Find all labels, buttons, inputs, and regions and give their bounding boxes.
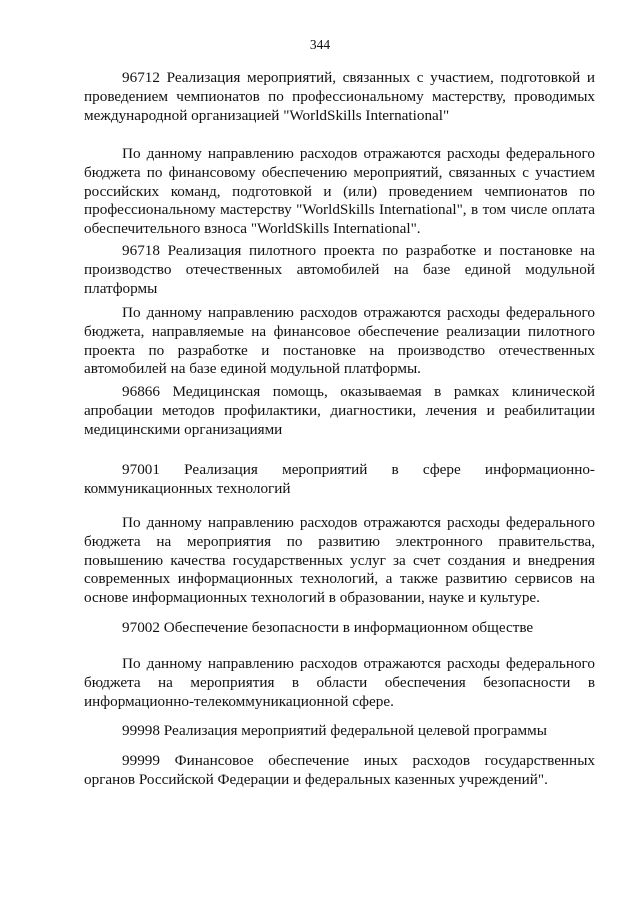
paragraph-96718-description: По данному направлению расходов отражаются расходы федерального бюджета, направляемые на финансовое обеспечение реализации пилотного проекта по разработке и постановке на производство отечественных автомобилей на базе единой модульной платформы. — [84, 304, 595, 378]
paragraph-97002-heading: 97002 Обеспечение безопасности в информационном обществе — [122, 619, 534, 636]
page-number: 344 — [309, 37, 331, 52]
paragraph-96866-heading: 96866 Медицинская помощь, оказываемая в рамках клинической апробации методов профилактики, диагностики, лечения и реабилитации медицинскими организациями — [84, 383, 595, 438]
paragraph-97001-heading: 97001 Реализация мероприятий в сфере информационно-коммуникационных технологий — [84, 461, 595, 497]
paragraph-96718-heading: 96718 Реализация пилотного проекта по разработке и постановке на производство отечественных автомобилей на базе единой модульной платформы — [84, 242, 595, 297]
paragraph-99999-heading: 99999 Финансовое обеспечение иных расходов государственных органов Российской Федерации и федеральных казенных учреждений". — [84, 752, 595, 788]
paragraph-97001-description: По данному направлению расходов отражаются расходы федерального бюджета на мероприятия по развитию электронного правительства, повышению качества государственных услуг за счет создания и внедрения современных информационных технологий, а также развитию сервисов на основе информационных технологий в образовании, науке и культуре. — [84, 514, 595, 607]
paragraph-96712-description: По данному направлению расходов отражаются расходы федерального бюджета по финансовому обеспечению мероприятий, связанных с участием российских команд, подготовкой и (или) проведением чемпионатов по профессиональному мастерству "WorldSkills International", в том числе оплата обеспечительного взноса "WorldSkills International". — [84, 145, 595, 238]
paragraph-99998-heading: 99998 Реализация мероприятий федеральной целевой программы — [122, 722, 547, 739]
paragraph-97002-description: По данному направлению расходов отражаются расходы федерального бюджета на мероприятия в области обеспечения безопасности в информационно-телекоммуникационной сфере. — [84, 655, 595, 710]
paragraph-96712-heading: 96712 Реализация мероприятий, связанных с участием, подготовкой и проведением чемпионатов по профессиональному мастерству, проводимых международной организацией "WorldSkills International" — [84, 69, 595, 124]
